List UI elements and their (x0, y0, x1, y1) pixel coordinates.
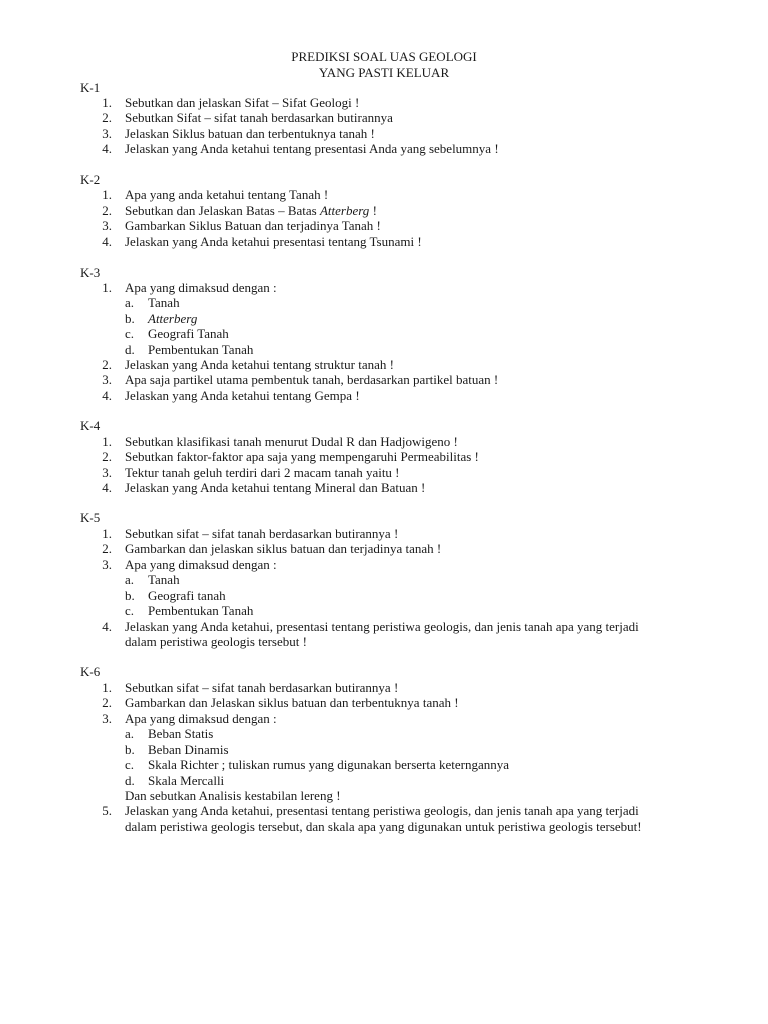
question-text: Gambarkan dan Jelaskan siklus batuan dan terbentuknya tanah ! (125, 695, 459, 710)
section-label-k5: K-5 (80, 510, 101, 525)
sub-item-text: Skala Richter ; tuliskan rumus yang digunakan berserta keterngannya (148, 757, 510, 772)
item-number: 3. (102, 218, 112, 233)
item-number: 3. (102, 557, 112, 572)
question-text: Apa yang dimaksud dengan : (125, 557, 277, 572)
question-text-part: ! (369, 203, 377, 218)
question-text-continuation: Dan sebutkan Analisis kestabilan lereng ! (125, 788, 341, 803)
item-number: 3. (102, 465, 112, 480)
item-number: 5. (102, 803, 112, 818)
question-text-continuation: dalam peristiwa geologis tersebut ! (125, 634, 307, 649)
item-number: 2. (102, 695, 112, 710)
item-number: 4. (102, 619, 112, 634)
sub-item-text: Pembentukan Tanah (148, 603, 254, 618)
sub-item-letter: d. (125, 773, 135, 788)
question-text: Jelaskan yang Anda ketahui tentang presentasi Anda yang sebelumnya ! (125, 141, 499, 156)
question-text: Jelaskan yang Anda ketahui tentang Gempa ! (125, 388, 360, 403)
question-text: Gambarkan Siklus Batuan dan terjadinya Tanah ! (125, 218, 381, 233)
item-number: 2. (102, 357, 112, 372)
sub-item-text: Geografi tanah (148, 588, 226, 603)
sub-item-letter: a. (125, 572, 135, 587)
question-text-continuation: dalam peristiwa geologis tersebut, dan skala apa yang digunakan untuk peristiwa geologis tersebut! (125, 819, 642, 834)
sub-item-text: Beban Dinamis (148, 742, 229, 757)
sub-item-letter: c. (125, 326, 135, 341)
question-text-part: Sebutkan dan Jelaskan Batas – Batas (125, 203, 320, 218)
item-number: 4. (102, 234, 112, 249)
question-text: Sebutkan dan jelaskan Sifat – Sifat Geologi ! (125, 95, 360, 110)
question-text: Gambarkan dan jelaskan siklus batuan dan terjadinya tanah ! (125, 541, 442, 556)
sub-item-letter: a. (125, 726, 135, 741)
item-number: 3. (102, 711, 112, 726)
question-text: Apa yang anda ketahui tentang Tanah ! (125, 187, 329, 202)
question-text: Jelaskan yang Anda ketahui presentasi tentang Tsunami ! (125, 234, 422, 249)
item-number: 1. (102, 187, 112, 202)
question-text: Apa yang dimaksud dengan : (125, 280, 277, 295)
sub-item-text: Beban Statis (148, 726, 214, 741)
sub-item-letter: b. (125, 742, 135, 757)
question-text: Jelaskan yang Anda ketahui tentang Mineral dan Batuan ! (125, 480, 426, 495)
question-text: Sebutkan sifat – sifat tanah berdasarkan butirannya ! (125, 680, 399, 695)
sub-item-text: Skala Mercalli (148, 773, 225, 788)
item-number: 4. (102, 388, 112, 403)
sub-item-letter: b. (125, 311, 135, 326)
question-text: Tektur tanah geluh terdiri dari 2 macam tanah yaitu ! (125, 465, 400, 480)
question-text: Jelaskan yang Anda ketahui, presentasi tentang peristiwa geologis, dan jenis tanah apa yang terjadi (125, 619, 639, 634)
document-title-line1: PREDIKSI SOAL UAS GEOLOGI (291, 49, 477, 64)
item-number: 1. (102, 280, 112, 295)
item-number: 4. (102, 480, 112, 495)
question-text: Jelaskan yang Anda ketahui tentang struktur tanah ! (125, 357, 394, 372)
question-text: Sebutkan faktor-faktor apa saja yang mempengaruhi Permeabilitas ! (125, 449, 479, 464)
question-text: Sebutkan Sifat – sifat tanah berdasarkan butirannya (125, 110, 393, 125)
item-number: 3. (102, 126, 112, 141)
atterberg-term: Atterberg (319, 203, 370, 218)
sub-item-letter: c. (125, 757, 135, 772)
item-number: 1. (102, 680, 112, 695)
question-text: Sebutkan klasifikasi tanah menurut Dudal R dan Hadjowigeno ! (125, 434, 458, 449)
question-text: Sebutkan sifat – sifat tanah berdasarkan butirannya ! (125, 526, 399, 541)
document-title-line2: YANG PASTI KELUAR (318, 65, 450, 80)
question-text (125, 203, 377, 219)
item-number: 1. (102, 434, 112, 449)
sub-item-letter: c. (125, 603, 135, 618)
sub-item-text: Atterberg (148, 311, 198, 326)
sub-item-letter: b. (125, 588, 135, 603)
section-label-k1: K-1 (80, 80, 101, 95)
section-label-k2: K-2 (80, 172, 101, 187)
section-label-k6: K-6 (80, 664, 101, 679)
question-text: Jelaskan Siklus batuan dan terbentuknya tanah ! (125, 126, 375, 141)
question-text: Jelaskan yang Anda ketahui, presentasi tentang peristiwa geologis, dan jenis tanah apa yang terjadi (125, 803, 639, 818)
sub-item-letter: a. (125, 295, 135, 310)
question-text: Apa saja partikel utama pembentuk tanah, berdasarkan partikel batuan ! (125, 372, 499, 387)
item-number: 4. (102, 141, 112, 156)
item-number: 2. (102, 449, 112, 464)
sub-item-text: Geografi Tanah (148, 326, 229, 341)
sub-item-text: Tanah (148, 295, 180, 310)
sub-item-text: Tanah (148, 572, 180, 587)
item-number: 1. (102, 526, 112, 541)
section-label-k4: K-4 (80, 418, 101, 433)
item-number: 1. (102, 95, 112, 110)
item-number: 2. (102, 110, 112, 125)
item-number: 3. (102, 372, 112, 387)
section-label-k3: K-3 (80, 265, 101, 280)
sub-item-letter: d. (125, 342, 135, 357)
question-text: Apa yang dimaksud dengan : (125, 711, 277, 726)
item-number: 2. (102, 541, 112, 556)
item-number: 2. (102, 203, 112, 218)
sub-item-text: Pembentukan Tanah (148, 342, 254, 357)
